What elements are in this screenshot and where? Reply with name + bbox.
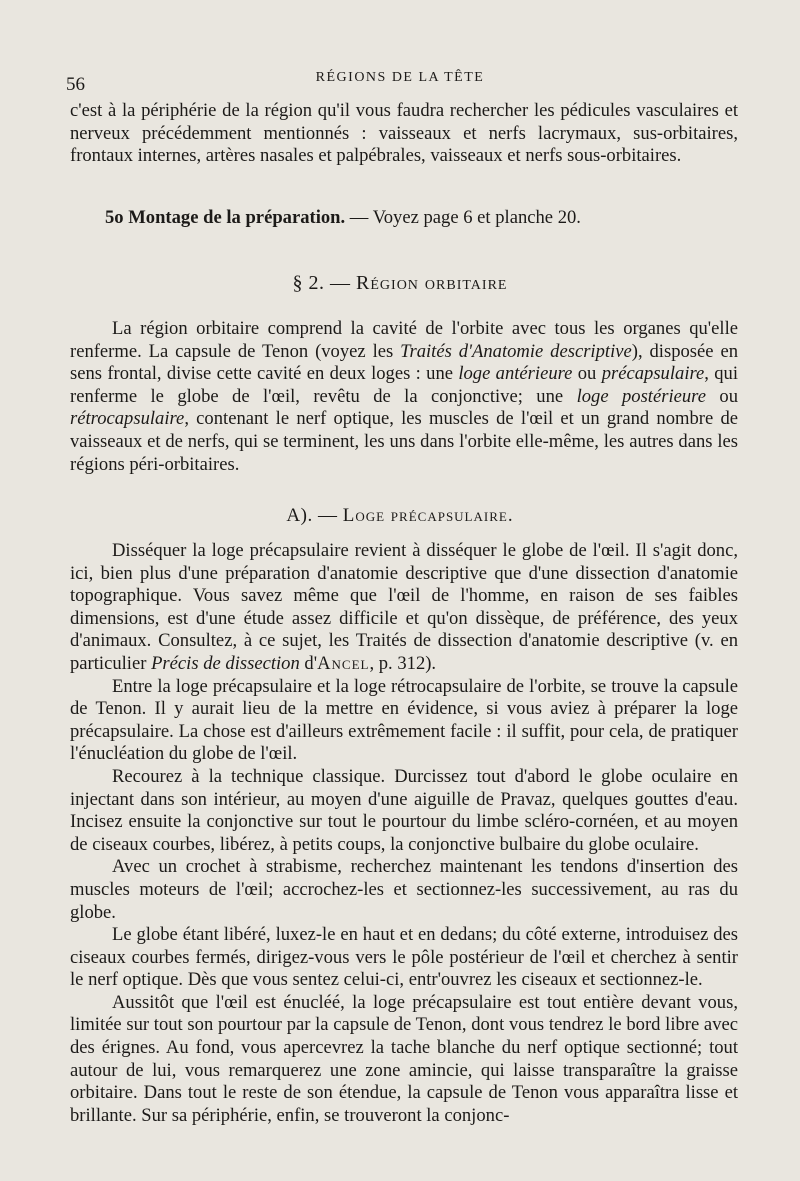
subsection-title: Loge précapsulaire. [342, 505, 514, 526]
dissection-text-block [70, 540, 738, 1127]
paragraph-1-author: Ancel [317, 652, 370, 674]
region-text-4: , qui renferme le globe de l'œil, revêtu de la conjonctive; une [70, 363, 739, 407]
paragraph-4: Avec un crochet à strabisme, recherchez maintenant les tendons d'insertion des muscles moteurs de l'œil; accrochez-les et sectionnez-les successivement, au ras du globe. [70, 856, 738, 923]
montage-label: 5o Montage de la préparation. [105, 207, 346, 228]
subsection-prefix: A). — [286, 505, 343, 526]
paragraph-2: Entre la loge précapsulaire et la loge rétrocapsulaire de l'orbite, se trouve la capsule de Tenon. Il y aurait lieu de la mettre en évidence, si vous aviez à préparer la loge précapsulaire. La chose est d'ailleurs extrêmement facile : il suffit, pour cela, de pratiquer l'énucléation du globe de l'œil. [70, 675, 738, 765]
page-number: 56 [66, 74, 85, 95]
paragraph-1-text: Disséquer la loge précapsulaire revient à disséquer le globe de l'œil. Il s'agit donc, ici, bien plus d'une préparation d'anatomie descriptive que d'une dissection d'anatomie topographique. Vous savez même que l'œil de l'homme, en raison de ses faibles dimensions, est d'une étude assez difficile et qu'on dissèque, de préférence, des yeux d'animaux. Consultez, à ce sujet, les Traités de dissection d'anatomie descriptive (v. en particulier [70, 540, 738, 674]
paragraph-6: Aussitôt que l'œil est énucléé, la loge précapsulaire est tout entière devant vous, limitée sur tout son pourtour par la capsule de Tenon, dont vous tendrez le bord libre avec des érignes. Au fond, vous apercevrez la tache blanche du nerf optique sectionné; tout autour de lui, vous remarquerez une zone amincie, qui laisse transparaître la graisse orbitaire. Dans tout le reste de son étendue, la capsule de Tenon vous apparaîtra lisse et brillante. Sur sa périphérie, enfin, se trouveront la conjonc- [70, 991, 738, 1126]
running-title: RÉGIONS DE LA TÊTE [315, 70, 485, 85]
paragraph-1 [70, 540, 738, 676]
region-paragraph [70, 318, 738, 476]
paragraph-5: Le globe étant libéré, luxez-le en haut et en dedans; du côté externe, introduisez des ciseaux courbes fermés, dirigez-vous vers le pôle postérieur de l'œil et cherchez à sentir le nerf optique. Dès que vous sentez celui-ci, entr'ouvrez les ciseaux et sectionnez-le. [70, 924, 738, 991]
paragraph-1-text-b: d' [299, 652, 318, 674]
page-header [66, 70, 734, 96]
subsection-heading [0, 505, 800, 527]
montage-line [105, 207, 581, 229]
intro-paragraph-block [70, 100, 738, 168]
region-paragraph-block [70, 318, 738, 476]
montage-text: — Voyez page 6 et planche 20. [345, 207, 581, 228]
section-prefix: § 2. — [292, 272, 357, 294]
paragraph-1-text-c: , p. 312). [369, 652, 437, 674]
region-text-5: ou [705, 385, 738, 407]
region-text-6: , contenant le nerf optique, les muscles de l'œil et un grand nombre de vaisseaux et de nerfs, qui se terminent, les uns dans l'orbite elle-même, les autres dans les régions péri-orbitaires. [70, 408, 738, 475]
region-italic-5: rétrocapsulaire [70, 408, 185, 430]
section-heading [0, 272, 800, 295]
region-italic-3: précapsulaire [601, 363, 705, 385]
region-text-1: La région orbitaire comprend la cavité de l'orbite avec tous les organes qu'elle renferme. La capsule de Tenon (voyez les [70, 318, 738, 362]
section-title: Région orbitaire [356, 272, 508, 294]
region-italic-4: loge postérieure [576, 385, 706, 407]
paragraph-1-italic: Précis de dissection [151, 652, 300, 674]
region-text-3: ou [572, 363, 602, 385]
region-text-2: ), disposée en sens frontal, divise cette cavité en deux loges : une [70, 340, 738, 385]
intro-paragraph: c'est à la périphérie de la région qu'il vous faudra rechercher les pédicules vasculaires et nerveux précédemment mentionnés : vaisseaux et nerfs lacrymaux, sus-orbitaires, frontaux internes, artères nasales et palpébrales, vaisseaux et nerfs sous-orbitaires. [70, 100, 738, 167]
paragraph-3: Recourez à la technique classique. Durcissez tout d'abord le globe oculaire en injectant dans son intérieur, au moyen d'une aiguille de Pravaz, quelques gouttes d'eau. Incisez ensuite la conjonctive sur tout le pourtour du limbe scléro-cornéen, et au moyen de ciseaux courbes, libérez, à petits coups, la conjonctive bulbaire du globe oculaire. [70, 765, 738, 855]
region-italic-2: loge antérieure [458, 363, 573, 385]
region-italic-1: Traités d'Anatomie descriptive [400, 340, 632, 362]
